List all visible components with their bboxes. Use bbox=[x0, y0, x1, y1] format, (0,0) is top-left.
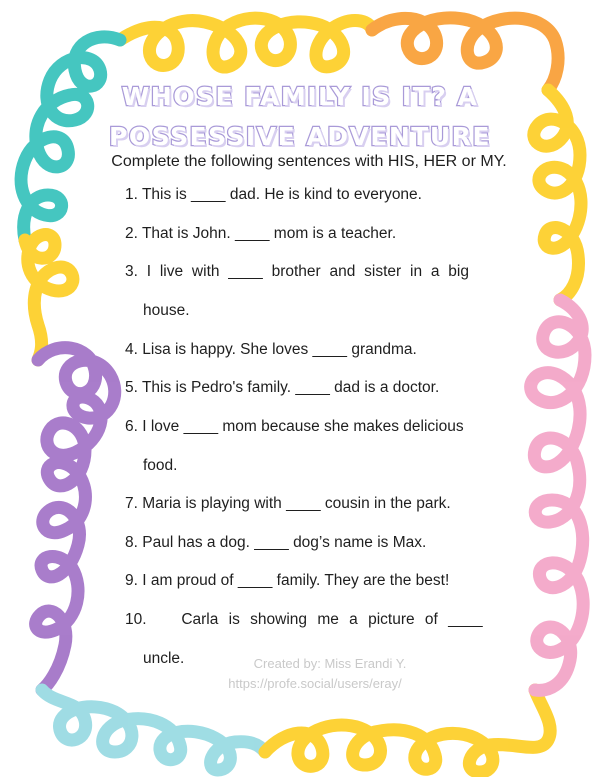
item-number: 7. bbox=[125, 495, 138, 512]
sentence-text: This is ____ dad. He is kind to everyone. bbox=[141, 186, 422, 203]
sentence-text: This is Pedro's family. ____ dad is a doctor. bbox=[141, 379, 440, 396]
sentence-text: That is John. ____ mom is a teacher. bbox=[141, 225, 397, 242]
worksheet-title-line2: POSSESSIVE ADVENTURE bbox=[109, 122, 491, 151]
item-number: 2. bbox=[125, 225, 138, 242]
sentence-text: I live with ____ brother and sister in a big bbox=[146, 263, 469, 280]
item-number: 5. bbox=[125, 379, 138, 396]
top-swirl-orange bbox=[372, 18, 558, 90]
sentence-3 bbox=[125, 263, 487, 281]
item-number: 4. bbox=[125, 341, 138, 358]
sentence-text: Lisa is happy. She loves ____ grandma. bbox=[142, 341, 417, 358]
item-number: 3. bbox=[125, 263, 138, 280]
sentence-text: Maria is playing with ____ cousin in the park. bbox=[142, 495, 451, 512]
sentence-7 bbox=[125, 495, 487, 513]
sentence-text: I love ____ mom because she makes delicious bbox=[142, 418, 464, 435]
sentence-9 bbox=[125, 572, 487, 590]
item-number: 10. bbox=[125, 611, 147, 628]
right-swirl-pink bbox=[531, 300, 585, 690]
item-number: 1. bbox=[125, 186, 138, 203]
item-number: 9. bbox=[125, 572, 138, 589]
sentence-6 bbox=[125, 418, 487, 436]
sentence-2 bbox=[125, 225, 487, 243]
item-number: 6. bbox=[125, 418, 138, 435]
sentence-10 bbox=[125, 611, 487, 629]
sentence-text: Carla is showing me a picture of ____ bbox=[181, 611, 483, 628]
sentence-5 bbox=[125, 379, 487, 397]
sentence-4 bbox=[125, 341, 487, 359]
sentence-3-continuation: house. bbox=[143, 302, 190, 319]
credit-author: Created by: Miss Erandi Y. bbox=[253, 656, 407, 671]
item-number: 8. bbox=[125, 534, 138, 551]
left-swirl-purple bbox=[36, 348, 115, 690]
sentence-text: Paul has a dog. ____ dog’s name is Max. bbox=[142, 534, 427, 551]
credit-url: https://profe.social/users/eray/ bbox=[228, 676, 402, 691]
bottom-swirl-lightblue bbox=[42, 690, 265, 770]
top-swirl-yellow bbox=[120, 18, 372, 67]
sentence-10-continuation: uncle. bbox=[143, 650, 185, 667]
instructions: Complete the following sentences with HIS, HER or MY. bbox=[111, 153, 507, 170]
sentence-text: I am proud of ____ family. They are the best! bbox=[142, 572, 450, 589]
worksheet-title-line1: WHOSE FAMILY IS IT? A bbox=[121, 82, 479, 111]
sentence-1 bbox=[125, 186, 487, 204]
sentence-8 bbox=[125, 534, 487, 552]
bottom-swirl-yellow bbox=[265, 690, 550, 772]
sentence-6-continuation: food. bbox=[143, 457, 178, 474]
